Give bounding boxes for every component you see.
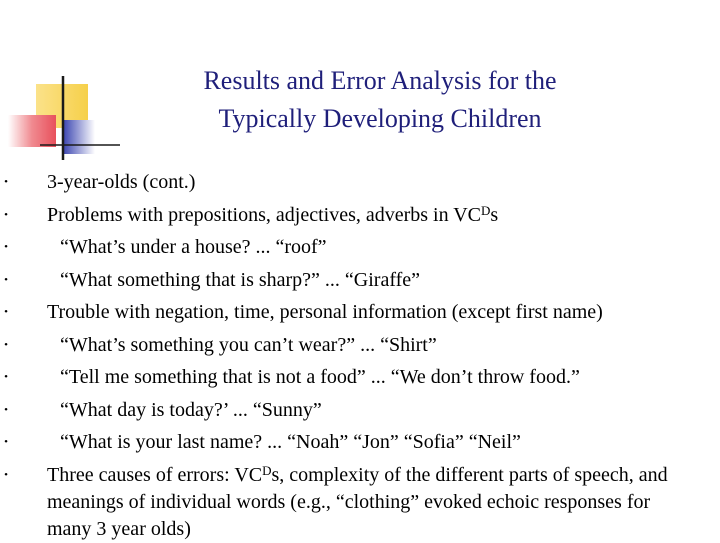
bullet-text: “What something that is sharp?” ... “Giraffe”: [60, 268, 421, 291]
bullet-text-suffix: s, complexity of the different parts of speech, and meanings of individual words (e.g., “clothing” evoked echoic responses for many 3 year olds): [47, 463, 668, 540]
bullet-item: [0, 264, 716, 297]
bullet-text-main: Three causes of errors: VC: [47, 463, 263, 486]
bullet-dot-icon: •: [4, 436, 8, 448]
bullet-item: [0, 199, 716, 232]
bullet-item: [0, 426, 716, 459]
superscript: D: [262, 462, 272, 478]
blue-square: [63, 120, 95, 154]
red-bar: [8, 115, 56, 147]
bullet-text: [47, 462, 692, 543]
bullet-text: “What day is today?’ ... “Sunny”: [60, 398, 322, 421]
bullet-text: “What’s under a house? ... “roof”: [60, 236, 327, 258]
bullet-text: “What’s something you can’t wear?” ... “Shirt”: [60, 333, 437, 356]
bullet-dot-icon: •: [4, 241, 8, 253]
bullet-text: Trouble with negation, time, personal information (except first name): [47, 301, 603, 323]
bullet-dot-icon: •: [4, 273, 8, 286]
bullet-dot-icon: •: [4, 208, 8, 221]
bullet-text-suffix: s: [490, 203, 499, 226]
corner-decoration: [0, 0, 120, 170]
bullet-dot-icon: •: [4, 371, 8, 383]
bullet-item: [0, 394, 716, 427]
slide-title: [150, 62, 610, 138]
bullet-text: [47, 199, 498, 232]
bullet-text: 3-year-olds (cont.): [47, 171, 196, 193]
bullet-dot-icon: •: [4, 306, 8, 318]
bullet-item: [0, 166, 716, 199]
title-line-1: Results and Error Analysis for the: [203, 66, 557, 95]
superscript: D: [481, 202, 491, 218]
title-line-2: Typically Developing Children: [218, 104, 542, 133]
bullet-dot-icon: •: [4, 338, 8, 351]
bullet-item: [0, 459, 716, 543]
bullet-text: “Tell me something that is not a food” ... “We don’t throw food.”: [60, 366, 580, 388]
bullet-text: “What is your last name? ... “Noah” “Jon” “Sofia” “Neil”: [60, 431, 521, 453]
bullet-item: [0, 231, 716, 264]
bullet-dot-icon: •: [4, 176, 8, 188]
bullet-dot-icon: •: [4, 403, 8, 416]
bullet-list: [0, 166, 716, 543]
bullet-text-main: Problems with prepositions, adjectives, adverbs in VC: [47, 203, 482, 226]
bullet-dot-icon: •: [4, 468, 8, 481]
bullet-item: [0, 296, 716, 329]
bullet-item: [0, 361, 716, 394]
bullet-item: [0, 329, 716, 362]
